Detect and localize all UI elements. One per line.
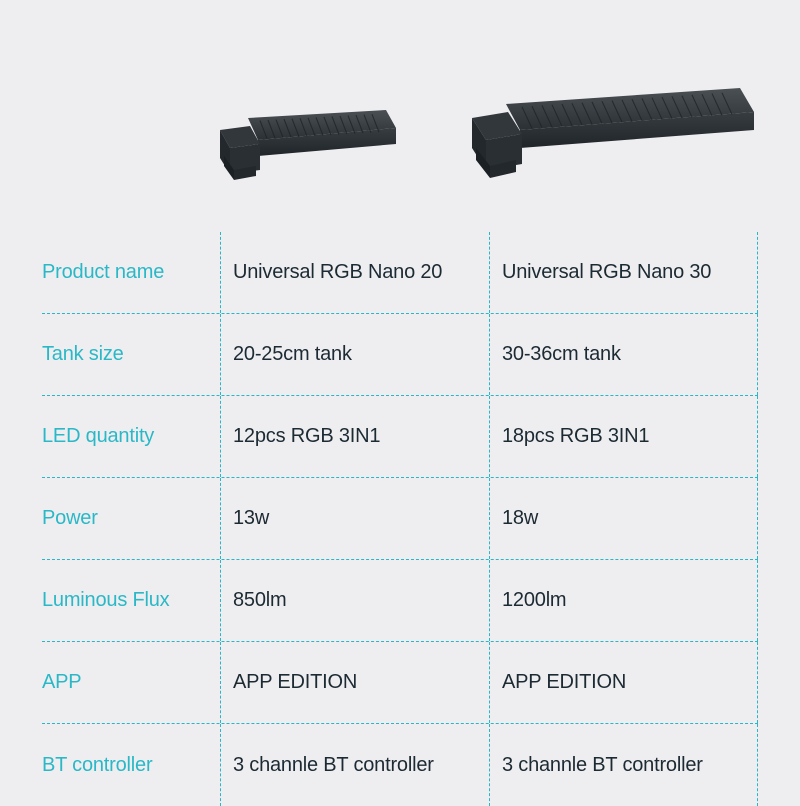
row-value-nano-20: 850lm (220, 560, 489, 641)
row-value-nano-30: 18pcs RGB 3IN1 (489, 396, 758, 477)
row-value-nano-20: 13w (220, 478, 489, 559)
row-label: Tank size (42, 343, 124, 365)
row-value-nano-30: 1200lm (489, 560, 758, 641)
table-row (42, 232, 758, 314)
comparison-table (42, 232, 758, 806)
product-images (0, 0, 800, 232)
row-value-nano-30: APP EDITION (489, 642, 758, 723)
table-row (42, 724, 758, 806)
row-value-nano-30: 18w (489, 478, 758, 559)
row-label: Power (42, 507, 98, 529)
table-row (42, 396, 758, 478)
row-value-nano-30: 30-36cm tank (489, 314, 758, 395)
row-label: LED quantity (42, 425, 155, 447)
table-row (42, 560, 758, 642)
row-label: BT controller (42, 753, 153, 776)
row-value-nano-20: 3 channle BT controller (220, 724, 489, 806)
row-value-nano-30: Universal RGB Nano 30 (489, 232, 758, 313)
table-row (42, 314, 758, 396)
row-label: Product name (42, 261, 165, 283)
table-row (42, 642, 758, 724)
row-value-nano-20: APP EDITION (220, 642, 489, 723)
table-row (42, 478, 758, 560)
row-value-nano-20: 20-25cm tank (220, 314, 489, 395)
row-label: APP (42, 671, 82, 693)
product-image-nano-30 (462, 82, 762, 197)
product-image-nano-20 (210, 100, 400, 190)
row-label: Luminous Flux (42, 589, 170, 611)
row-value-nano-30: 3 channle BT controller (489, 724, 758, 806)
row-value-nano-20: 12pcs RGB 3IN1 (220, 396, 489, 477)
row-value-nano-20: Universal RGB Nano 20 (220, 232, 489, 313)
